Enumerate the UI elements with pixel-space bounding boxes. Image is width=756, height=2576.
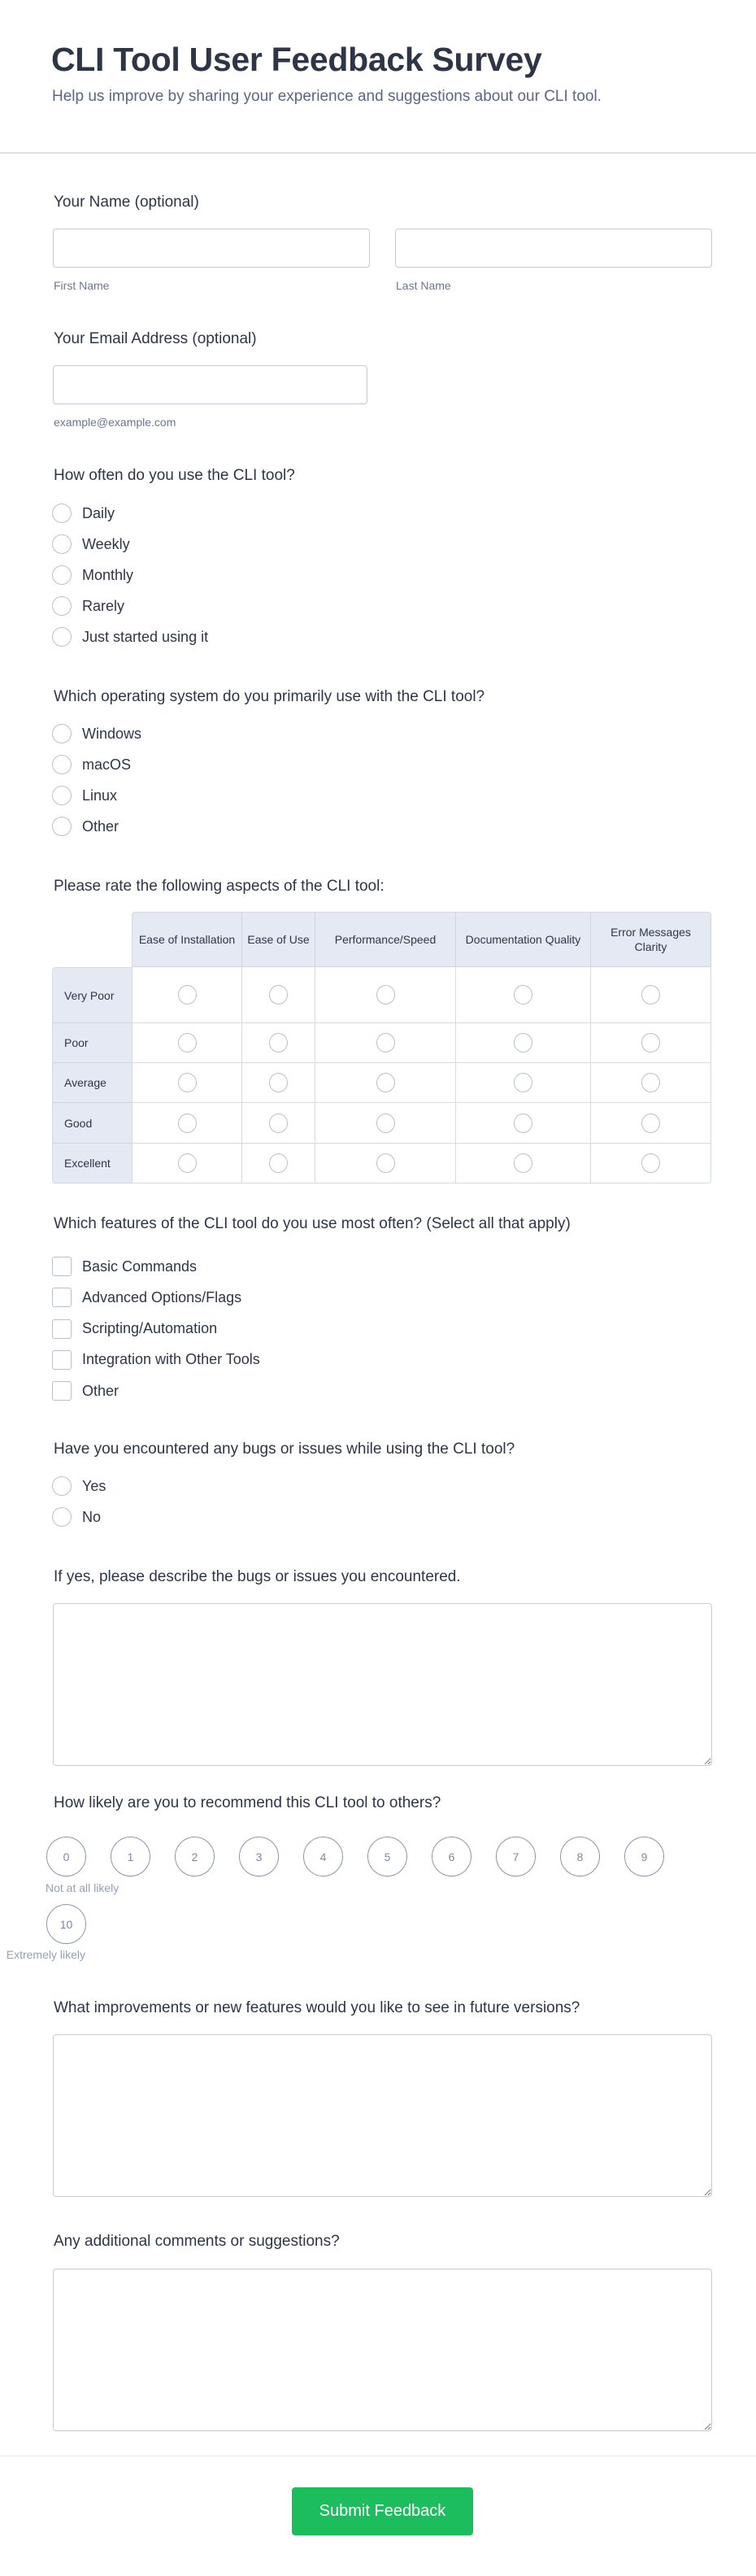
rating-column-header: Performance/Speed xyxy=(315,912,456,967)
rating-radio[interactable] xyxy=(178,1153,197,1173)
rating-cell xyxy=(242,1144,315,1183)
rating-matrix xyxy=(52,912,711,1183)
rating-cell xyxy=(456,967,591,1023)
rating-row-header: Good xyxy=(52,1103,132,1144)
feature-option-label: Other xyxy=(82,1382,119,1399)
nps-option[interactable]: 4 xyxy=(303,1837,343,1876)
improvements-textarea[interactable] xyxy=(53,2034,712,2197)
os-option-label: Other xyxy=(82,817,119,835)
frequency-option-label: Daily xyxy=(82,504,115,521)
feature-option[interactable] xyxy=(52,1287,241,1308)
rating-radio[interactable] xyxy=(514,1033,532,1053)
bugs-option[interactable] xyxy=(52,1475,106,1497)
feature-option-label: Basic Commands xyxy=(82,1257,198,1275)
rating-column-header: Ease of Use xyxy=(242,912,315,967)
radio-button[interactable] xyxy=(52,755,72,774)
rating-column-header: Error Messages Clarity xyxy=(591,912,711,967)
last-name-sublabel: Last Name xyxy=(396,279,451,292)
rating-cell xyxy=(132,1023,242,1063)
rating-radio[interactable] xyxy=(269,1073,288,1092)
bugs-option[interactable] xyxy=(52,1506,101,1528)
os-option[interactable] xyxy=(52,754,131,775)
submit-button[interactable]: Submit Feedback xyxy=(292,2487,473,2535)
radio-button[interactable] xyxy=(52,724,72,743)
os-option[interactable] xyxy=(52,785,117,806)
header-divider xyxy=(0,152,756,154)
page-title: CLI Tool User Feedback Survey xyxy=(51,41,542,78)
rating-radio[interactable] xyxy=(376,1114,395,1133)
last-name-input[interactable] xyxy=(395,229,712,268)
rating-cell xyxy=(242,1103,315,1144)
radio-button[interactable] xyxy=(52,817,72,836)
first-name-input[interactable] xyxy=(53,229,370,268)
feature-option-label: Advanced Options/Flags xyxy=(82,1288,242,1305)
rating-cell xyxy=(591,1063,711,1103)
frequency-option[interactable] xyxy=(52,503,115,524)
checkbox[interactable] xyxy=(52,1350,72,1370)
rating-row-header: Average xyxy=(52,1063,132,1103)
rating-radio[interactable] xyxy=(514,1153,532,1173)
feature-option[interactable] xyxy=(52,1256,197,1277)
nps-option[interactable]: 0 xyxy=(46,1837,86,1876)
rating-cell xyxy=(591,967,711,1023)
radio-button[interactable] xyxy=(52,565,72,585)
rating-cell xyxy=(242,1023,315,1063)
rating-cell xyxy=(132,967,242,1023)
rating-radio[interactable] xyxy=(178,1114,197,1133)
email-input[interactable] xyxy=(53,365,367,404)
rating-radio[interactable] xyxy=(178,1073,197,1092)
radio-button[interactable] xyxy=(52,1476,72,1496)
nps-option[interactable]: 7 xyxy=(496,1837,536,1876)
radio-button[interactable] xyxy=(52,786,72,805)
radio-button[interactable] xyxy=(52,627,72,647)
os-option[interactable] xyxy=(52,723,141,744)
rating-radio[interactable] xyxy=(269,1153,288,1173)
rating-radio[interactable] xyxy=(641,1073,660,1092)
rating-radio[interactable] xyxy=(178,1033,197,1053)
rating-cell xyxy=(456,1063,591,1103)
frequency-label: How often do you use the CLI tool? xyxy=(54,467,295,484)
rating-label: Please rate the following aspects of the CLI tool: xyxy=(54,878,385,895)
rating-cell xyxy=(315,1144,456,1183)
bug-details-textarea[interactable] xyxy=(53,1603,712,1766)
radio-button[interactable] xyxy=(52,534,72,554)
frequency-option-label: Monthly xyxy=(82,566,134,583)
rating-radio[interactable] xyxy=(376,1033,395,1053)
rating-column-header: Ease of Installation xyxy=(132,912,242,967)
os-option[interactable] xyxy=(52,816,119,837)
rating-radio[interactable] xyxy=(178,985,197,1005)
checkbox[interactable] xyxy=(52,1381,72,1401)
nps-high-label: Extremely likely xyxy=(6,1948,85,1961)
rating-radio[interactable] xyxy=(641,1033,660,1053)
rating-column-header: Documentation Quality xyxy=(456,912,591,967)
first-name-sublabel: First Name xyxy=(54,279,110,292)
frequency-option[interactable] xyxy=(52,534,130,555)
frequency-option-label: Rarely xyxy=(82,597,125,614)
checkbox[interactable] xyxy=(52,1288,72,1307)
rating-cell xyxy=(132,1144,242,1183)
rating-cell xyxy=(315,1023,456,1063)
rating-cell xyxy=(591,1103,711,1144)
nps-low-label: Not at all likely xyxy=(46,1881,119,1894)
os-option-label: Linux xyxy=(82,787,118,804)
rating-cell xyxy=(591,1023,711,1063)
improvements-label: What improvements or new features would you like to see in future versions? xyxy=(54,1999,580,2016)
checkbox[interactable] xyxy=(52,1257,72,1276)
radio-button[interactable] xyxy=(52,596,72,616)
comments-textarea[interactable] xyxy=(53,2269,712,2431)
frequency-option[interactable] xyxy=(52,595,124,617)
bugs-label: Have you encountered any bugs or issues while using the CLI tool? xyxy=(54,1441,515,1458)
frequency-option[interactable] xyxy=(52,626,208,647)
feature-option-label: Integration with Other Tools xyxy=(82,1351,260,1368)
rating-row-header: Very Poor xyxy=(52,967,132,1023)
rating-radio[interactable] xyxy=(514,1073,532,1092)
nps-option[interactable]: 10 xyxy=(46,1904,86,1944)
rating-cell xyxy=(456,1023,591,1063)
feature-option-label: Scripting/Automation xyxy=(82,1320,218,1337)
os-label: Which operating system do you primarily use with the CLI tool? xyxy=(54,688,485,705)
nps-option[interactable]: 8 xyxy=(560,1837,600,1876)
frequency-option[interactable] xyxy=(52,564,133,586)
feature-option[interactable] xyxy=(52,1319,217,1340)
rating-radio[interactable] xyxy=(514,1114,532,1133)
nps-option[interactable]: 6 xyxy=(432,1837,471,1876)
nps-label: How likely are you to recommend this CLI tool to others? xyxy=(54,1794,441,1811)
rating-cell xyxy=(315,967,456,1023)
rating-cell xyxy=(315,1103,456,1144)
bugs-option-label: Yes xyxy=(82,1477,106,1494)
nps-option[interactable]: 9 xyxy=(624,1837,664,1876)
rating-radio[interactable] xyxy=(641,1153,660,1173)
rating-cell xyxy=(132,1063,242,1103)
rating-cell xyxy=(456,1144,591,1183)
feature-option[interactable] xyxy=(52,1349,260,1371)
rating-radio[interactable] xyxy=(376,985,395,1005)
rating-radio[interactable] xyxy=(514,985,532,1005)
rating-cell xyxy=(315,1063,456,1103)
rating-radio[interactable] xyxy=(269,1033,288,1053)
nps-option[interactable]: 3 xyxy=(239,1837,279,1876)
bugs-option-label: No xyxy=(82,1508,102,1525)
rating-cell xyxy=(591,1144,711,1183)
comments-label: Any additional comments or suggestions? xyxy=(54,2233,340,2250)
frequency-option-label: Just started using it xyxy=(82,628,209,645)
rating-row-header: Excellent xyxy=(52,1144,132,1183)
os-option-label: macOS xyxy=(82,756,132,773)
rating-radio[interactable] xyxy=(376,1073,395,1092)
rating-cell xyxy=(456,1103,591,1144)
email-sublabel: example@example.com xyxy=(54,416,176,429)
rating-radio[interactable] xyxy=(376,1153,395,1173)
nps-option[interactable]: 5 xyxy=(367,1837,407,1876)
features-label: Which features of the CLI tool do you use most often? (Select all that apply) xyxy=(54,1215,571,1232)
nps-option[interactable]: 1 xyxy=(111,1837,150,1876)
rating-cell xyxy=(132,1103,242,1144)
os-option-label: Windows xyxy=(82,725,142,742)
feature-option[interactable] xyxy=(52,1380,119,1401)
rating-row-header: Poor xyxy=(52,1023,132,1063)
page-subtitle: Help us improve by sharing your experience and suggestions about our CLI tool. xyxy=(52,88,602,105)
radio-button[interactable] xyxy=(52,1507,72,1527)
nps-option[interactable]: 2 xyxy=(175,1837,215,1876)
rating-cell xyxy=(242,967,315,1023)
checkbox[interactable] xyxy=(52,1319,72,1339)
rating-radio[interactable] xyxy=(269,1114,288,1133)
frequency-option-label: Weekly xyxy=(82,535,130,552)
rating-radio[interactable] xyxy=(641,985,660,1005)
rating-radio[interactable] xyxy=(269,985,288,1005)
rating-cell xyxy=(242,1063,315,1103)
rating-radio[interactable] xyxy=(641,1114,660,1133)
name-label: Your Name (optional) xyxy=(54,194,199,211)
email-label: Your Email Address (optional) xyxy=(54,330,257,347)
radio-button[interactable] xyxy=(52,503,72,523)
bug-details-label: If yes, please describe the bugs or issues you encountered. xyxy=(54,1568,461,1585)
